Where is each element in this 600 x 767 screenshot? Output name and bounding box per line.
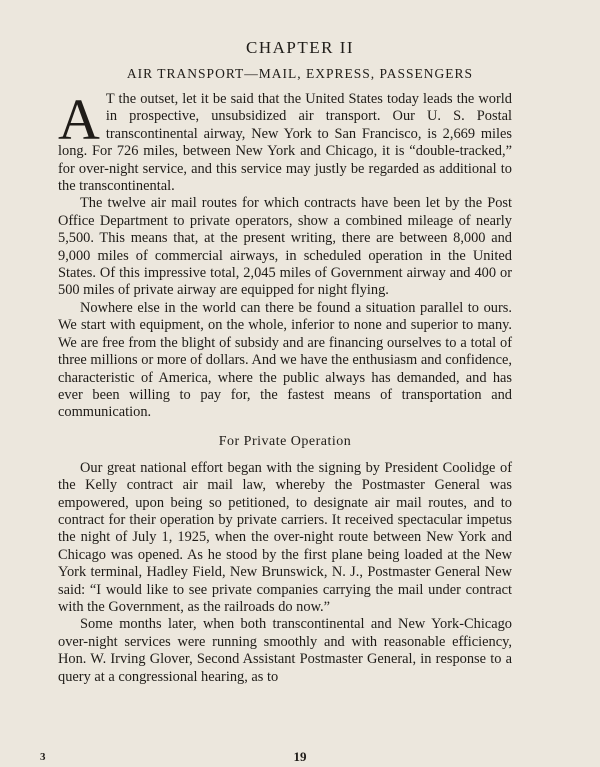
paragraph-5: Some months later, when both transcontinental and New York-Chicago over-night services were running smoothly and with reasonable efficiency, Hon. W. Irving Glover, Second Assistant Postmaster General, in response to a query at a congressional hearing, as to: [58, 616, 512, 685]
section-heading: For Private Operation: [218, 433, 352, 449]
chapter-heading: CHAPTER II: [245, 38, 355, 57]
paragraph-4: Our great national effort began with the signing by President Coolidge of the Kelly contract air mail law, whereby the Postmaster General was empowered, upon being so petitioned, to designate air mail routes, and to contract for their operation by private carriers. It received spectacular impetus the night of July 1, 1925, when the over-night route between New York and Chicago was opened. As he stood by the first plane being loaded at the New York terminal, Hadley Field, New Brunswick, N. J., Postmaster General New said: “I would like to see private companies carrying the mail under contract with the Government, as the railroads do now.”: [58, 459, 512, 615]
paragraph-2: The twelve air mail routes for which contracts have been let by the Post Office Department to private operators, show a combined mileage of nearly 5,500. This means that, at the present writing, there are between 8,000 and 9,000 miles of commercial airways, in scheduled operation in the United States. Of this impressive total, 2,045 miles of Government airway and 400 or 500 miles of private airway are equipped for night flying.: [58, 195, 512, 299]
paragraph-1: [58, 87, 512, 195]
page-number: 19: [293, 749, 307, 764]
paragraph-text: T the outset, let it be said that the United States today leads the world in prospective, unsubsidized air transport. Our U. S. Postal transcontinental airway, New York to San Francisco, is 2,669 miles long. For 726 miles, between New York and Chicago, it is “double-tracked,” for over-night service, and this service may justly be regarded as additional to the transcontinental.: [58, 91, 512, 195]
body-text: [58, 87, 512, 686]
paragraph-3: Nowhere else in the world can there be found a situation parallel to ours. We start with equipment, on the whole, inferior to none and superior to many. We are free from the blight of subsidy and are financing ourselves to a total of three millions or more of dollars. And we have the enthusiasm and confidence, characteristic of America, where the public always has demanded, and has ever been willing to pay for, the fastest means of transportation and communication.: [58, 299, 512, 421]
drop-cap: A: [58, 87, 100, 152]
signature-mark: 3: [40, 751, 46, 763]
chapter-subtitle: AIR TRANSPORT—MAIL, EXPRESS, PASSENGERS: [126, 66, 474, 81]
